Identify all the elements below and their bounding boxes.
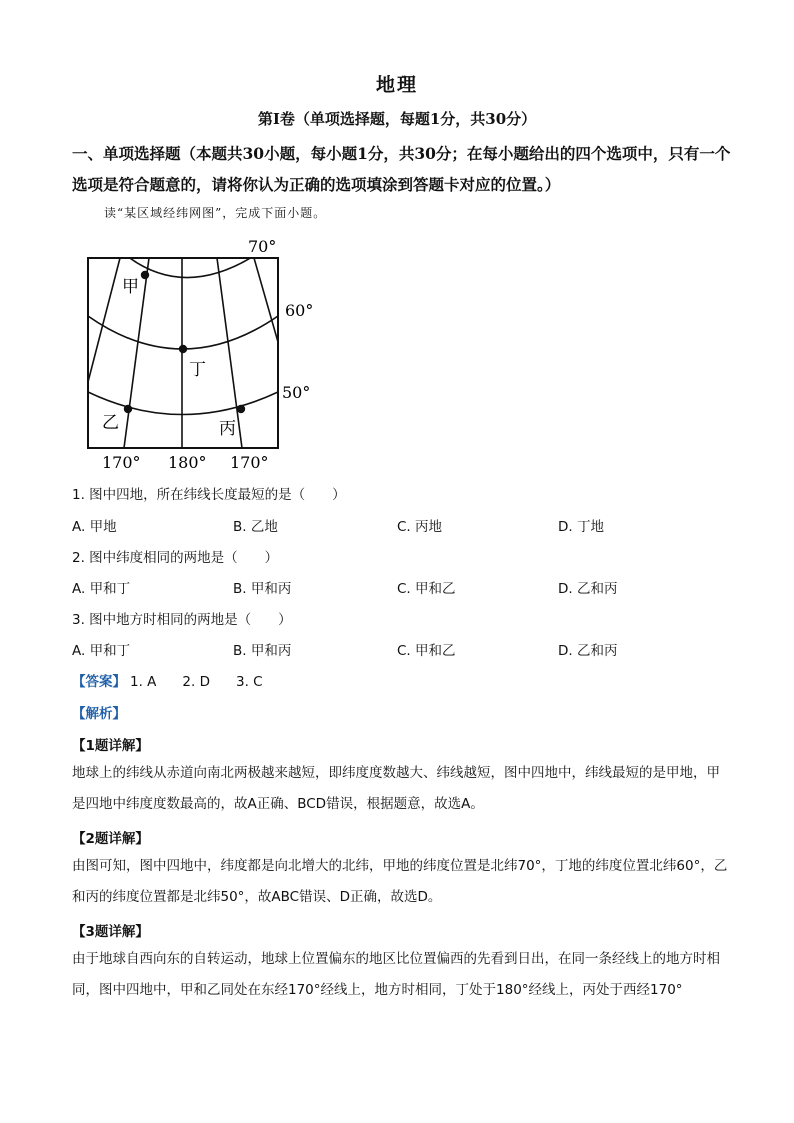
question-2-option-b[interactable]: B. 甲和丙 — [233, 581, 292, 597]
question-3-option-b[interactable]: B. 甲和丙 — [233, 643, 292, 659]
point-jia — [141, 271, 149, 279]
analysis-tag: 【解析】 — [72, 706, 126, 722]
answer-3: 3. C — [236, 674, 263, 690]
detail-1-text: 地球上的纬线从赤道向南北两极越来越短，即纬度度数越大、纬线越短，图中四地中，纬线最短的是甲地，甲是四地中纬度度数最高的，故A正确、BCD错误，根据题意，故选A。 — [72, 765, 720, 812]
question-3-option-a[interactable]: A. 甲和丁 — [72, 643, 131, 659]
question-3-option-c[interactable]: C. 甲和乙 — [397, 643, 456, 659]
latitude-line-50 — [88, 392, 278, 415]
question-2-stem: 2. 图中纬度相同的两地是（ ） — [72, 550, 279, 566]
page-title: 地理 — [375, 74, 418, 96]
lon-label-west: 170° — [102, 453, 141, 472]
label-ding: 丁 — [189, 360, 206, 380]
label-bing: 丙 — [219, 419, 236, 439]
detail-2-text: 由图可知，图中四地中，纬度都是向北增大的北纬，甲地的纬度位置是北纬70°，丁地的纬度位置北纬60°，乙和丙的纬度位置都是北纬50°，故ABC错误、D正确，故选D。 — [72, 858, 728, 905]
question-2-option-d[interactable]: D. 乙和丙 — [558, 581, 618, 597]
question-1-stem: 1. 图中四地，所在纬线长度最短的是（ ） — [72, 487, 346, 503]
answer-line — [72, 670, 263, 690]
label-yi: 乙 — [102, 413, 119, 433]
answer-2: 2. D — [182, 674, 210, 690]
lon-label-180: 180° — [168, 453, 207, 472]
point-yi — [124, 405, 132, 413]
section-instructions: 一、单项选择题（本题共30小题，每小题1分，共30分；在每小题给出的四个选项中，只有一个选项是符合题意的，请将你认为正确的选项填涂到答题卡对应的位置。） — [72, 144, 731, 194]
answer-tag: 【答案】 — [72, 674, 126, 690]
question-1-option-a[interactable]: A. 甲地 — [72, 519, 117, 535]
question-2-option-c[interactable]: C. 甲和乙 — [397, 581, 456, 597]
detail-2-heading: 【2题详解】 — [72, 831, 149, 847]
lat-label-60: 60° — [285, 301, 314, 320]
question-1-option-c[interactable]: C. 丙地 — [397, 519, 443, 535]
label-jia: 甲 — [122, 277, 139, 297]
question-1-option-b[interactable]: B. 乙地 — [233, 519, 278, 535]
point-ding — [179, 345, 187, 353]
detail-3-heading: 【3题详解】 — [72, 924, 149, 940]
question-3-option-d[interactable]: D. 乙和丙 — [558, 643, 618, 659]
question-3-stem: 3. 图中地方时相同的两地是（ ） — [72, 612, 292, 628]
question-1-option-d[interactable]: D. 丁地 — [558, 519, 604, 535]
answer-1: 1. A — [130, 674, 157, 690]
lat-label-70: 70° — [248, 237, 277, 256]
latitude-line-60 — [88, 316, 278, 349]
point-bing — [237, 405, 245, 413]
lon-label-east: 170° — [230, 453, 269, 472]
lat-label-50: 50° — [282, 383, 311, 402]
detail-3-text: 由于地球自西向东的自转运动，地球上位置偏东的地区比位置偏西的先看到日出，在同一条经线上的地方时相同，图中四地中，甲和乙同处在东经170°经线上，地方时相同，丁处于180°经线上，丙处于西经170° — [72, 951, 720, 998]
section-heading: 第Ⅰ卷（单项选择题，每题1分，共30分） — [257, 110, 537, 128]
reading-prompt: 读“某区域经纬网图”，完成下面小题。 — [104, 206, 327, 220]
detail-1-heading: 【1题详解】 — [72, 738, 149, 754]
question-2-option-a[interactable]: A. 甲和丁 — [72, 581, 131, 597]
graticule-map — [82, 232, 342, 472]
